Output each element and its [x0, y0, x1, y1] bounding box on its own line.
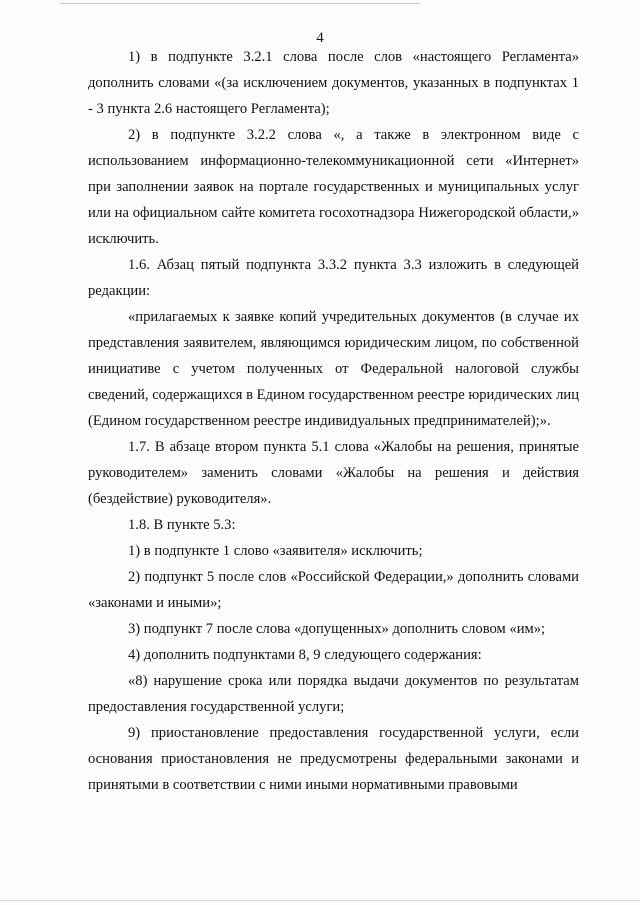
paragraph-5: 1.7. В абзаце втором пункта 5.1 слова «Жалобы на решения, принятые руководителем» заменить словами «Жалобы на решения и действия (бездействие) руководителя».	[88, 439, 579, 507]
paragraph-3: 1.6. Абзац пятый подпункта 3.3.2 пункта 3.3 изложить в следующей редакции:	[88, 257, 579, 299]
paragraph-9: 3) подпункт 7 после слова «допущенных» дополнить словом «им»;	[128, 621, 546, 637]
paragraph-10: 4) дополнить подпунктами 8, 9 следующего содержания:	[128, 647, 482, 663]
scan-artifact-top	[60, 3, 420, 4]
paragraph-6: 1.8. В пункте 5.3:	[128, 517, 236, 533]
document-body	[88, 44, 579, 798]
paragraph-8: 2) подпункт 5 после слов «Российской Федерации,» дополнить словами «законами и иными»;	[88, 569, 579, 611]
paragraph-2: 2) в подпункте 3.2.2 слова «, а также в электронном виде с использованием информационно-телекоммуникационной сети «Интернет» при заполнении заявок на портале государственных и муниципальных услуг или на официальном сайте комитета госохотнадзора Нижегородской области,» исключить.	[88, 127, 579, 247]
scan-artifact-bottom	[0, 900, 640, 901]
paragraph-12: 9) приостановление предоставления государственной услуги, если основания приостановления не предусмотрены федеральными законами и принятыми в соответствии с ними иными нормативными правовыми	[88, 725, 579, 793]
page-number: 4	[316, 30, 324, 46]
paragraph-11: «8) нарушение срока или порядка выдачи документов по результатам предоставления государственной услуги;	[88, 673, 579, 715]
paragraph-4: «прилагаемых к заявке копий учредительных документов (в случае их представления заявителем, являющимся юридическим лицом, по собственной инициативе с учетом полученных от Федеральной налоговой службы сведений, содержащихся в Едином государственном реестре юридических лиц (Едином государственном реестре индивидуальных предпринимателей);».	[88, 309, 579, 429]
paragraph-7: 1) в подпункте 1 слово «заявителя» исключить;	[128, 543, 423, 559]
paragraph-1: 1) в подпункте 3.2.1 слова после слов «настоящего Регламента» дополнить словами «(за исключением документов, указанных в подпунктах 1 - 3 пункта 2.6 настоящего Регламента);	[88, 49, 579, 117]
